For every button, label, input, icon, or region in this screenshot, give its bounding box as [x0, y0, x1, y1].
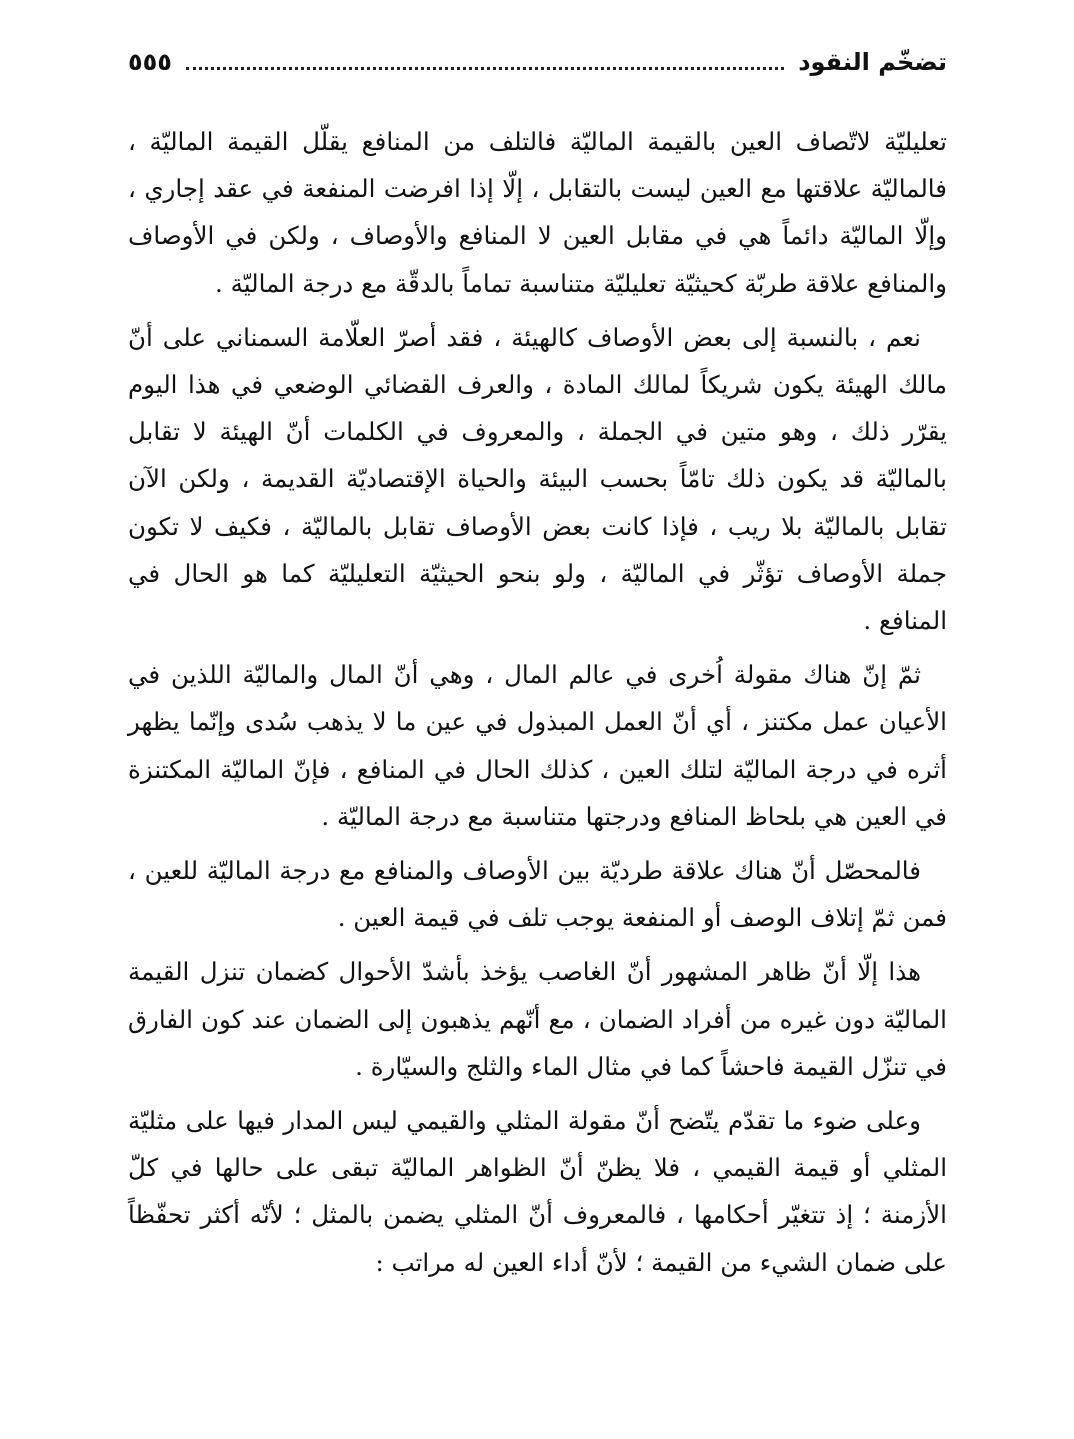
paragraph-6: وعلى ضوء ما تقدّم يتّضح أنّ مقولة المثلي والقيمي ليس المدار فيها على مثليّة المثلي أو قيمة القيمي ، فلا يظنّ أنّ الظواهر الماليّة تبقى على حالها في كلّ الأزمنة ؛ إذ تتغيّر أحكامها ، فالمعروف أنّ المثلي يضمن بالمثل ؛ لأنّه أكثر تحفّظاً على ضمان الشيء من القيمة ؛ لأنّ أداء العين له مراتب : [128, 1106, 947, 1277]
paragraph-5: هذا إلّا أنّ ظاهر المشهور أنّ الغاصب يؤخذ بأشدّ الأحوال كضمان تنزل القيمة الماليّة دون غيره من أفراد الضمان ، مع أنّهم يذهبون إلى الضمان عند كون الفارق في تنزّل القيمة فاحشاً كما في مثال الماء والثلج والسيّارة . [128, 957, 947, 1081]
body-text [128, 118, 947, 1293]
dotted-leader [186, 67, 784, 70]
paragraph-2: نعم ، بالنسبة إلى بعض الأوصاف كالهيئة ، فقد أصرّ العلّامة السمناني على أنّ مالك الهيئة يكون شريكاً لمالك المادة ، والعرف القضائي الوضعي في هذا اليوم يقرّر ذلك ، وهو متين في الجملة ، والمعروف في الكلمات أنّ الهيئة لا تقابل بالماليّة قد يكون ذلك تامّاً بحسب البيئة والحياة الإقتصاديّة القديمة ، ولكن الآن تقابل بالماليّة بلا ريب ، فإذا كانت بعض الأوصاف تقابل بالماليّة ، فكيف لا تكون جملة الأوصاف تؤثّر في الماليّة ، ولو بنحو الحيثيّة التعليليّة كما هو الحال في المنافع . [128, 322, 947, 636]
paragraph-4: فالمحصّل أنّ هناك علاقة طرديّة بين الأوصاف والمنافع مع درجة الماليّة للعين ، فمن ثمّ إتلاف الوصف أو المنفعة يوجب تلف في قيمة العين . [128, 856, 947, 933]
page-number: ٥٥٥ [128, 48, 172, 76]
page-header [128, 44, 947, 80]
paragraph-1: تعليليّة لاتّصاف العين بالقيمة الماليّة فالتلف من المنافع يقلّل القيمة الماليّة ، فالماليّة علاقتها مع العين ليست بالتقابل ، إلّا إذا افرضت المنفعة في عقد إجاري ، وإلّا الماليّة دائماً هي في مقابل العين لا المنافع والأوصاف ، ولكن في الأوصاف والمنافع علاقة طربّة كحيثيّة تعليليّة متناسبة تماماً بالدقّة مع درجة الماليّة . [128, 127, 947, 298]
running-title: تضخّم النقود [798, 48, 947, 76]
paragraph-3: ثمّ إنّ هناك مقولة اُخرى في عالم المال ، وهي أنّ المال والماليّة اللذين في الأعيان عمل مكتنز ، أي أنّ العمل المبذول في عين ما لا يذهب سُدى وإنّما يظهر أثره في درجة الماليّة لتلك العين ، كذلك الحال في المنافع ، فإنّ الماليّة المكتنزة في العين هي بلحاظ المنافع ودرجتها متناسبة مع درجة الماليّة . [128, 660, 947, 831]
